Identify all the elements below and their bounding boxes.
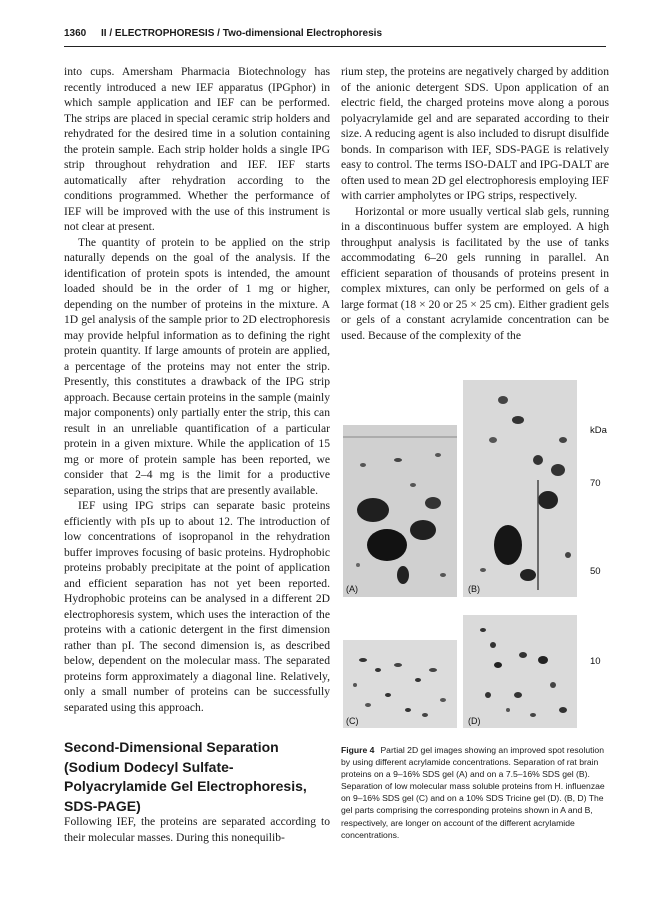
running-title: II / ELECTROPHORESIS / Two-dimensional Electrophoresis xyxy=(101,28,383,39)
right-column xyxy=(341,64,609,343)
paragraph: into cups. Amersham Pharmacia Biotechnology has recently introduced a new IEF apparatus (IPGphor) in which sample application and IEF can be performed. The strips are placed in special ceramic strip holders and rehydrated for the desired time in a solution containing the protein sample. Each strip holder holds a single IPG strip throughout rehydration and IEF. IEF starts automatically after rehydration according to the conditions programmed. Whether the performance of IEF will be improved with the use of this instrument is not clear at present. xyxy=(64,65,330,233)
left-column xyxy=(64,64,330,715)
page-number: 1360 xyxy=(64,28,87,39)
kda-unit-label: kDa xyxy=(590,425,607,436)
panel-label-b: (B) xyxy=(468,584,480,594)
figure-label: Figure 4 xyxy=(341,745,375,755)
running-header xyxy=(64,26,606,47)
panel-label-a: (A) xyxy=(346,584,358,594)
section-paragraph: Following IEF, the proteins are separated according to their molecular masses. During this nonequilib- xyxy=(64,815,330,844)
paragraph: The quantity of protein to be applied on the strip naturally depends on the goal of the analysis. If the identification of protein spots is intended, the amount loaded should be in the order of 1 mg or higher, depending on the number of proteins in the mixture. A 1D gel analysis of the sample prior to 2D electrophoresis may provide helpful information as to defining the right protein quantity. If large amounts of protein are applied, a percentage of the proteins may not enter the strip. Presently, this constitutes a drawback of the IPG strip approach. Because certain proteins in the sample (mainly major components) only partially enter the strip, this can result in an unreliable quantification of a particular protein in a given mixture. While the application of 15 mg or more of protein sample has been reported, we consider that 2–4 mg is the limit for a productive separation, using the strips that are presently available. xyxy=(64,235,330,497)
paragraph: IEF using IPG strips can separate basic proteins efficiently with pIs up to about 12. The introduction of low concentrations of isopropanol in the rehydration buffer improves focusing of basic proteins. Hydrophobic proteins probably precipitate at the point of application and efficient separation has not yet been reported. Hydrophobic proteins can be analysed in a different 2D electrophoresis system, which uses the interaction of the proteins with a cationic detergent in the first dimension rather than pI. The second dimension is, as described below, dependent on the molecular mass. The separated proteins form approximately a diagonal line. Relatively, only a small number of proteins can be successfully separated using this approach. xyxy=(64,499,330,714)
figure-caption-text: Partial 2D gel images showing an improved spot resolution by using different acrylamide concentrations. Separation of rat brain proteins on a 9–16% SDS gel (A) and on a 7.5–16% SDS gel (B). Separation of low molecular mass soluble proteins from H. influenzae on 9–16% SDS gel (C) and on a 10% SDS Tricine gel (D). (B, D) The gel parts comprising the corresponding proteins shown in A and B, respectively, are longer on account of the different acrylamide concentrations. xyxy=(341,745,605,840)
gel-image-d xyxy=(463,615,577,728)
kda-mark: 50 xyxy=(590,566,601,577)
gel-image-b xyxy=(463,380,577,597)
gel-image-c xyxy=(343,640,457,728)
gel-image-a xyxy=(343,425,457,597)
figure-caption xyxy=(341,744,611,841)
section-heading: Second-Dimensional Separation (Sodium Dodecyl Sulfate-Polyacrylamide Gel Electrophoresis, SDS-PAGE) xyxy=(64,739,307,814)
panel-label-c: (C) xyxy=(346,716,359,726)
kda-mark: 10 xyxy=(590,656,601,667)
panel-label-d: (D) xyxy=(468,716,481,726)
kda-mark: 70 xyxy=(590,478,601,489)
paragraph: rium step, the proteins are negatively charged by addition of the anionic detergent SDS. Upon application of an electric field, the charged proteins move along a porous polyacrylamide gel and are separated according to their size. A reducing agent is also included to disrupt disulfide bonds. In comparison with IEF, SDS-PAGE is relatively easy to control. The terms ISO-DALT and IPG-DALT are often used to mean 2D gel electrophoresis employing IEF with carrier ampholytes or IPG strips, respectively. xyxy=(341,65,609,202)
paragraph: Horizontal or more usually vertical slab gels, running in a discontinuous buffer system are employed. A high throughput analysis is facilitated by the use of tanks accommodating 6–20 gels running in parallel. An efficient separation of thousands of proteins present in complex mixtures, can only be performed on gels of a large format (18 × 20 or 25 × 25 cm). Either gradient gels or gels of a constant acrylamide concentration can be used. Because of the complexity of the xyxy=(341,204,609,342)
